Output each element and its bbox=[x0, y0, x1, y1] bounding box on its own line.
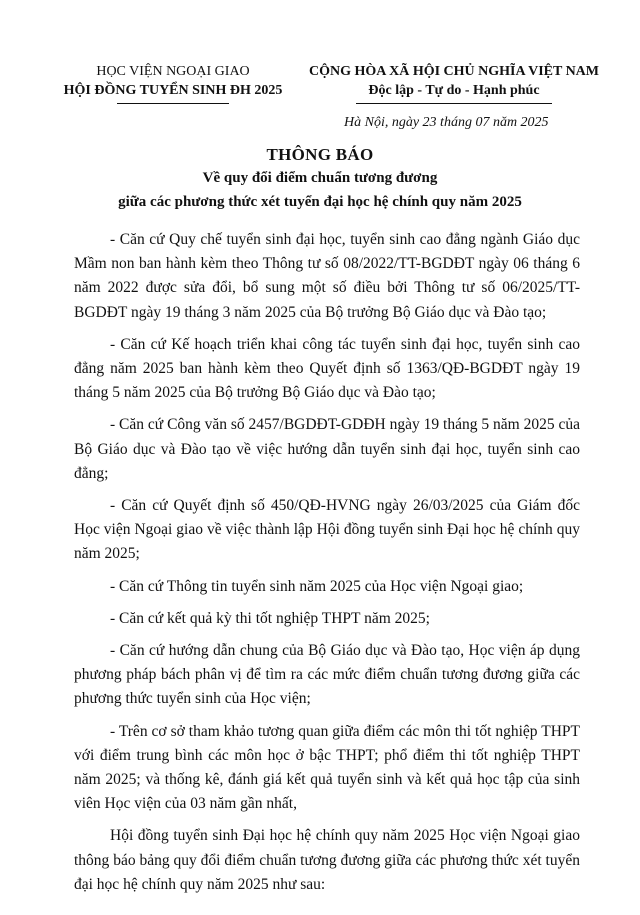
document-date: Hà Nội, ngày 23 tháng 07 năm 2025 bbox=[344, 115, 549, 130]
national-header bbox=[296, 62, 612, 100]
document-body bbox=[74, 228, 580, 905]
legal-basis-paragraph: - Căn cứ hướng dẫn chung của Bộ Giáo dục và Đào tạo, Học viện áp dụng phương pháp bách phân vị để tìm ra các mức điểm chuẩn tương đương giữa các phương thức tuyển sinh của Học viện; bbox=[74, 642, 580, 708]
council-name: HỘI ĐỒNG TUYỂN SINH ĐH 2025 bbox=[63, 83, 283, 98]
announcement-paragraph: Hội đồng tuyển sinh Đại học hệ chính quy năm 2025 Học viện Ngoại giao thông báo bảng quy đổi điểm chuẩn tương đương giữa các phương thức xét tuyển đại học hệ chính quy năm 2025 như sau: bbox=[74, 827, 580, 893]
legal-basis-paragraph: - Trên cơ sở tham khảo tương quan giữa điểm các môn thi tốt nghiệp THPT với điểm trung bình các môn học ở bậc THPT; phổ điểm thi tốt nghiệp THPT năm 2025; và thống kê, đánh giá kết quả tuyển sinh và kết quả học tập của sinh viên Học viện của 03 năm gần nhất, bbox=[74, 722, 580, 813]
document-subtitle-2: giữa các phương thức xét tuyển đại học hệ chính quy năm 2025 bbox=[118, 194, 522, 210]
motto-underline bbox=[356, 103, 552, 104]
issuer-block bbox=[52, 62, 294, 100]
legal-basis-paragraph: - Căn cứ Kế hoạch triển khai công tác tuyển sinh đại học, tuyển sinh cao đẳng năm 2025 ban hành kèm theo Quyết định số 1363/QĐ-BGDĐT ngày 19 tháng 5 năm 2025 của Bộ trưởng Bộ Giáo dục và Đào tạo; bbox=[74, 335, 580, 402]
institution-name: HỌC VIỆN NGOẠI GIAO bbox=[96, 64, 250, 79]
country-name: CỘNG HÒA XÃ HỘI CHỦ NGHĨA VIỆT NAM bbox=[308, 64, 599, 79]
legal-basis-paragraph: - Căn cứ Quy chế tuyển sinh đại học, tuyển sinh cao đẳng ngành Giáo dục Mầm non ban hành kèm theo Thông tư số 08/2022/TT-BGDĐT ngày 06 tháng 6 năm 2022 được sửa đổi, bổ sung một số điều bởi Thông tư số 06/2025/TT-BGDĐT ngày 19 tháng 3 năm 2025 của Bộ trưởng Bộ Giáo dục và Đào tạo; bbox=[74, 231, 580, 321]
national-motto: Độc lập - Tự do - Hạnh phúc bbox=[368, 83, 540, 98]
legal-basis-paragraph: - Căn cứ Quyết định số 450/QĐ-HVNG ngày 26/03/2025 của Giám đốc Học viện Ngoại giao về việc thành lập Hội đồng tuyển sinh Đại học hệ chính quy năm 2025; bbox=[74, 497, 580, 563]
legal-basis-paragraph: - Căn cứ kết quả kỳ thi tốt nghiệp THPT năm 2025; bbox=[110, 609, 430, 627]
document-title: THÔNG BÁO bbox=[266, 145, 374, 164]
issuer-underline bbox=[117, 103, 229, 104]
legal-basis-paragraph: - Căn cứ Thông tin tuyển sinh năm 2025 của Học viện Ngoại giao; bbox=[110, 577, 524, 595]
legal-basis-paragraph: - Căn cứ Công văn số 2457/BGDĐT-GDĐH ngày 19 tháng 5 năm 2025 của Bộ Giáo dục và Đào tạo về việc hướng dẫn tuyển sinh đại học, tuyển sinh cao đẳng; bbox=[74, 416, 580, 482]
document-subtitle-1: Về quy đổi điểm chuẩn tương đương bbox=[202, 170, 438, 186]
